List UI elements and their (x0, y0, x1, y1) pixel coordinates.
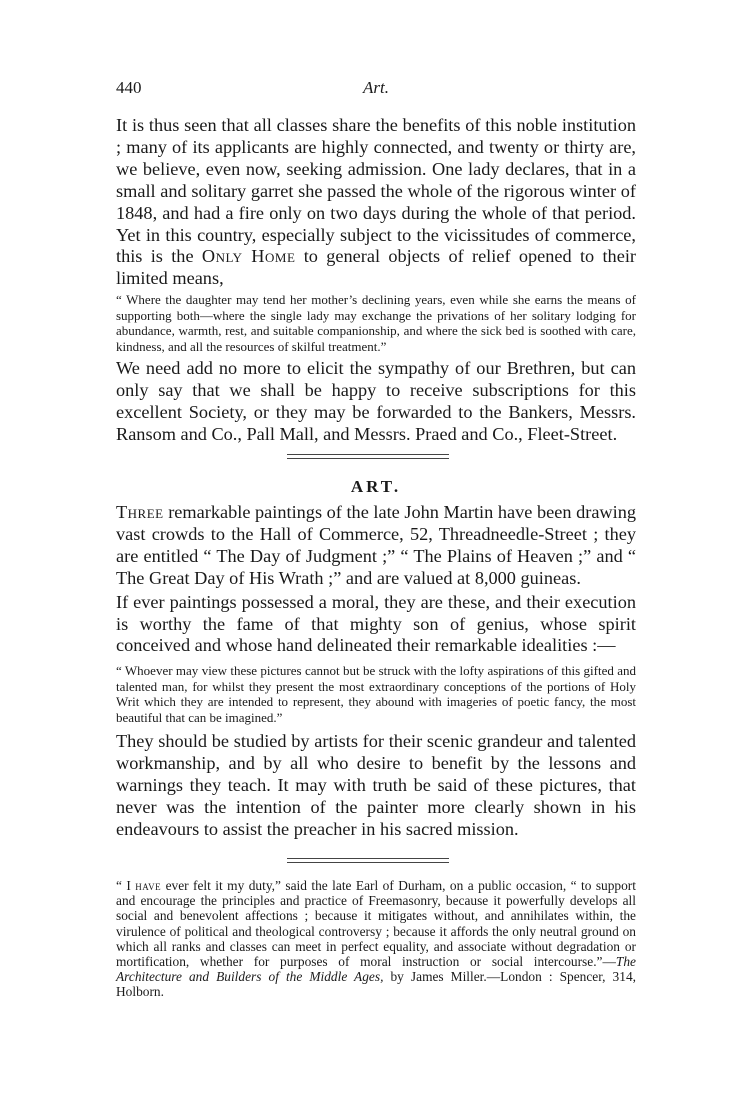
footnote-body: ever felt it my duty,” said the late Earl of Durham, on a public occasion, “ to support and encourage the principles and practice of Freemasonry, because it powerfully develops all social and benevolent affections ; because it mitigates without, and annihilates within, the virulence of political and theological controversy ; because it affords the only neutral ground on which all ranks and classes can meet in perfect equality, and associate without degradation or mortification, whether for purposes of moral instruction or social intercourse.”— (116, 878, 636, 970)
quote-whoever: “ Whoever may view these pictures cannot but be struck with the lofty aspirations of this gifted and talented man, for whilst they present the most extraordinary conceptions of the portions of Holy Writ which they are intended to represent, they abound with imageries of poetic fancy, the most beautiful that can be imagined.” (116, 663, 636, 725)
footnote-divider-top (287, 858, 449, 859)
page-header (116, 78, 636, 100)
section-divider-bottom (287, 458, 449, 459)
paragraph-paintings (116, 502, 636, 590)
paragraph-text-end: to general objects of relief opened to their limited means, (116, 246, 636, 289)
footnote (116, 878, 636, 1000)
paragraph-studied: They should be studied by artists for their scenic grandeur and talented workmanship, and by all who desire to benefit by the lessons and warnings they teach. It may with truth be said of these pictures, that never was the intention of the painter more clearly shown in his endeavours to assist the preacher in his sacred mission. (116, 731, 636, 839)
footnote-source-rest: by James Miller.—London : Spencer, 314, Holborn. (116, 969, 636, 1000)
running-title: Art. (363, 78, 389, 97)
quote-means: “ Where the daughter may tend her mother’s declining years, even while she earns the means of supporting both—where the single lady may exchange the privations of her solitary lodging for abundance, warmth, rest, and suitable companionship, and where the sick bed is soothed with care, kindness, and all the resources of skilful treatment.” (116, 292, 636, 354)
page-number: 440 (116, 78, 142, 97)
only-home-phrase: Only Home (201, 246, 296, 267)
section-title: ART. (350, 477, 402, 496)
section-divider-top (287, 454, 449, 455)
section-art (116, 502, 636, 841)
footnote-source-title: The Architecture and Builders of the Middle Ages, (116, 954, 636, 985)
paragraph-text: It is thus seen that all classes share the benefits of this noble institution ; many of its applicants are highly connected, and twenty or thirty are, we believe, even now, seeking admission. One lady declares, that in a small and solitary garret she passed the whole of the rigorous winter of 1848, and had a fire only on two days during the whole of that period. Yet in this country, especially subject to the vicissitudes of commerce, this is the (116, 115, 636, 267)
footnote-open: “ I (116, 878, 131, 893)
footnote-have: have (135, 878, 162, 893)
paragraph-sympathy: We need add no more to elicit the sympathy of our Brethren, but can only say that we shall be happy to receive subscriptions for this excellent Society, or they may be forwarded to the Bankers, Messrs. Ransom and Co., Pall Mall, and Messrs. Praed and Co., Fleet-Street. (116, 358, 636, 444)
paragraph-institution (116, 115, 636, 290)
footnote-divider-bottom (287, 862, 449, 863)
section-continuation (116, 115, 636, 446)
footnote-text (116, 878, 636, 1000)
paragraph-text: remarkable paintings of the late John Martin have been drawing vast crowds to the Hall of Commerce, 52, Threadneedle-Street ; they are entitled “ The Day of Judgment ;” “ The Plains of Heaven ;” and “ The Great Day of His Wrath ;” and are valued at 8,000 guineas. (116, 502, 636, 588)
lead-word: Three (116, 502, 164, 522)
paragraph-moral: If ever paintings possessed a moral, they are these, and their execution is worthy the fame of that mighty son of genius, whose spirit conceived and whose hand delineated their remarkable idealities :— (116, 591, 636, 656)
